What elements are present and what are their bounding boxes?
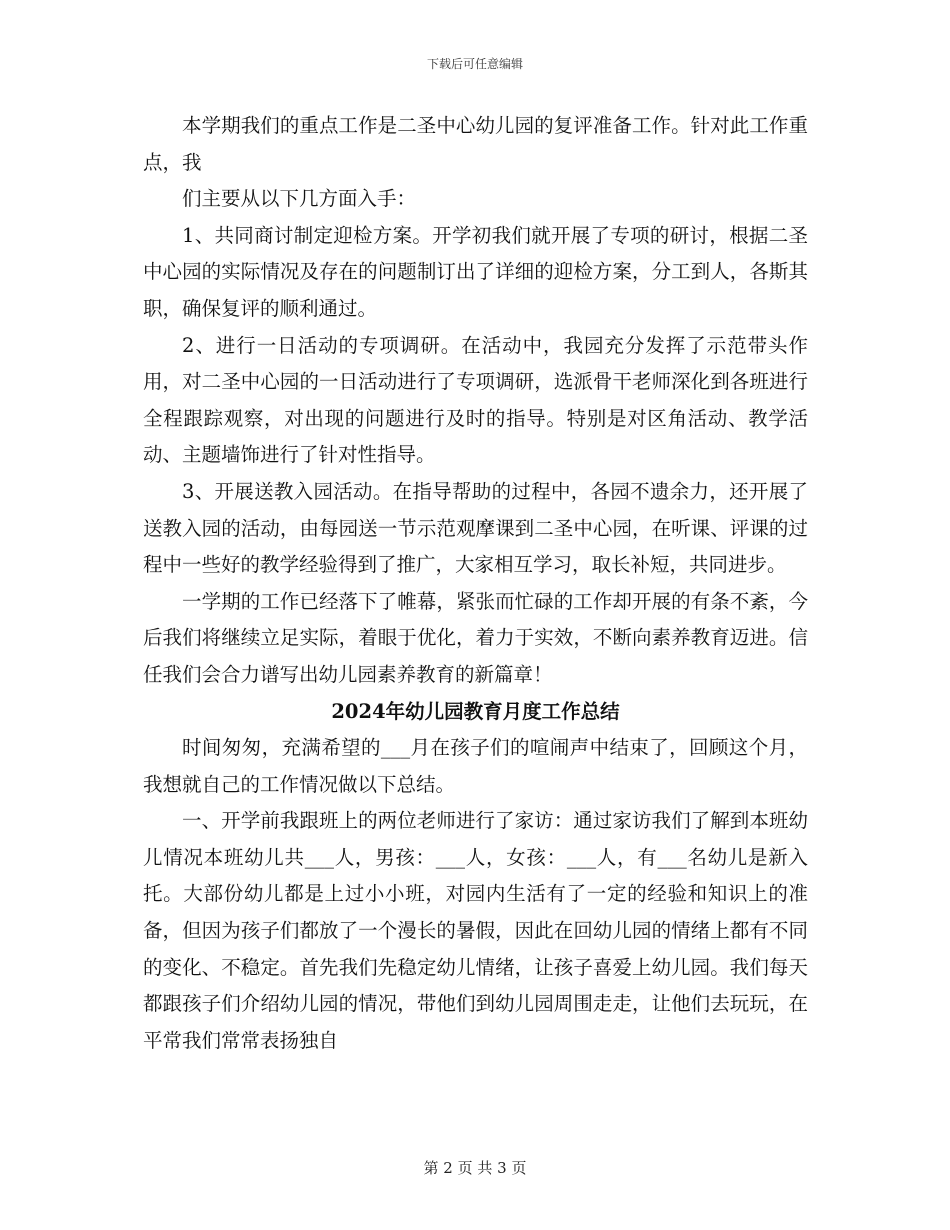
section-paragraph-point-1: 一、开学前我跟班上的两位老师进行了家访：通过家访我们了解到本班幼儿情况本班幼儿共___人，男孩：___人，女孩：___人，有___名幼儿是新入托。大部份幼儿都是上过小小班，对园内生活有了一定的经验和知识上的准备，但因为孩子们都放了一个漫长的暑假，因此在回幼儿园的情绪上都有不同的变化、不稳定。首先我们先稳定幼儿情绪，让孩子喜爱上幼儿园。我们每天都跟孩子们介绍幼儿园的情况，带他们到幼儿园周围走走，让他们去玩玩，在平常我们常常表扬独自 bbox=[143, 809, 808, 1052]
paragraph-item-3: 3、开展送教入园活动。在指导帮助的过程中，各园不遗余力，还开展了送教入园的活动，由每园送一节示范观摩课到二圣中心园，在听课、评课的过程中一些好的教学经验得到了推广，大家相互学习，取长补短，共同进步。 bbox=[143, 479, 808, 577]
paragraph-conclusion: 一学期的工作已经落下了帷幕，紧张而忙碌的工作却开展的有条不紊，今后我们将继续立足实际，着眼于优化，着力于实效，不断向素养教育迈进。信任我们会合力谱写出幼儿园素养教育的新篇章！ bbox=[143, 589, 808, 686]
paragraph-item-2: 2、进行一日活动的专项调研。在活动中，我园充分发挥了示范带头作用，对二圣中心园的一日活动进行了专项调研，选派骨干老师深化到各班进行全程跟踪观察，对出现的问题进行及时的指导。特别是对区角活动、教学活动、主题墙饰进行了针对性指导。 bbox=[143, 333, 808, 467]
page-footer-page-number: 第 2 页 共 3 页 bbox=[423, 1159, 527, 1177]
page-header-note: 下载后可任意编辑 bbox=[426, 57, 523, 71]
paragraph-item-1: 1、共同商讨制定迎检方案。开学初我们就开展了专项的研讨，根据二圣中心园的实际情况及存在的问题制订出了详细的迎检方案，分工到人，各斯其职，确保复评的顺利通过。 bbox=[143, 223, 808, 320]
paragraph-intro: 本学期我们的重点工作是二圣中心幼儿园的复评准备工作。针对此工作重点，我 bbox=[143, 114, 808, 174]
document-body bbox=[143, 108, 808, 1059]
section-paragraph-opening: 时间匆匆，充满希望的___月在孩子们的喧闹声中结束了，回顾这个月，我想就自己的工作情况做以下总结。 bbox=[143, 736, 808, 796]
paragraph-intro-continued: 们主要从以下几方面入手： bbox=[182, 187, 417, 211]
section-title: 2024年幼儿园教育月度工作总结 bbox=[331, 699, 620, 723]
